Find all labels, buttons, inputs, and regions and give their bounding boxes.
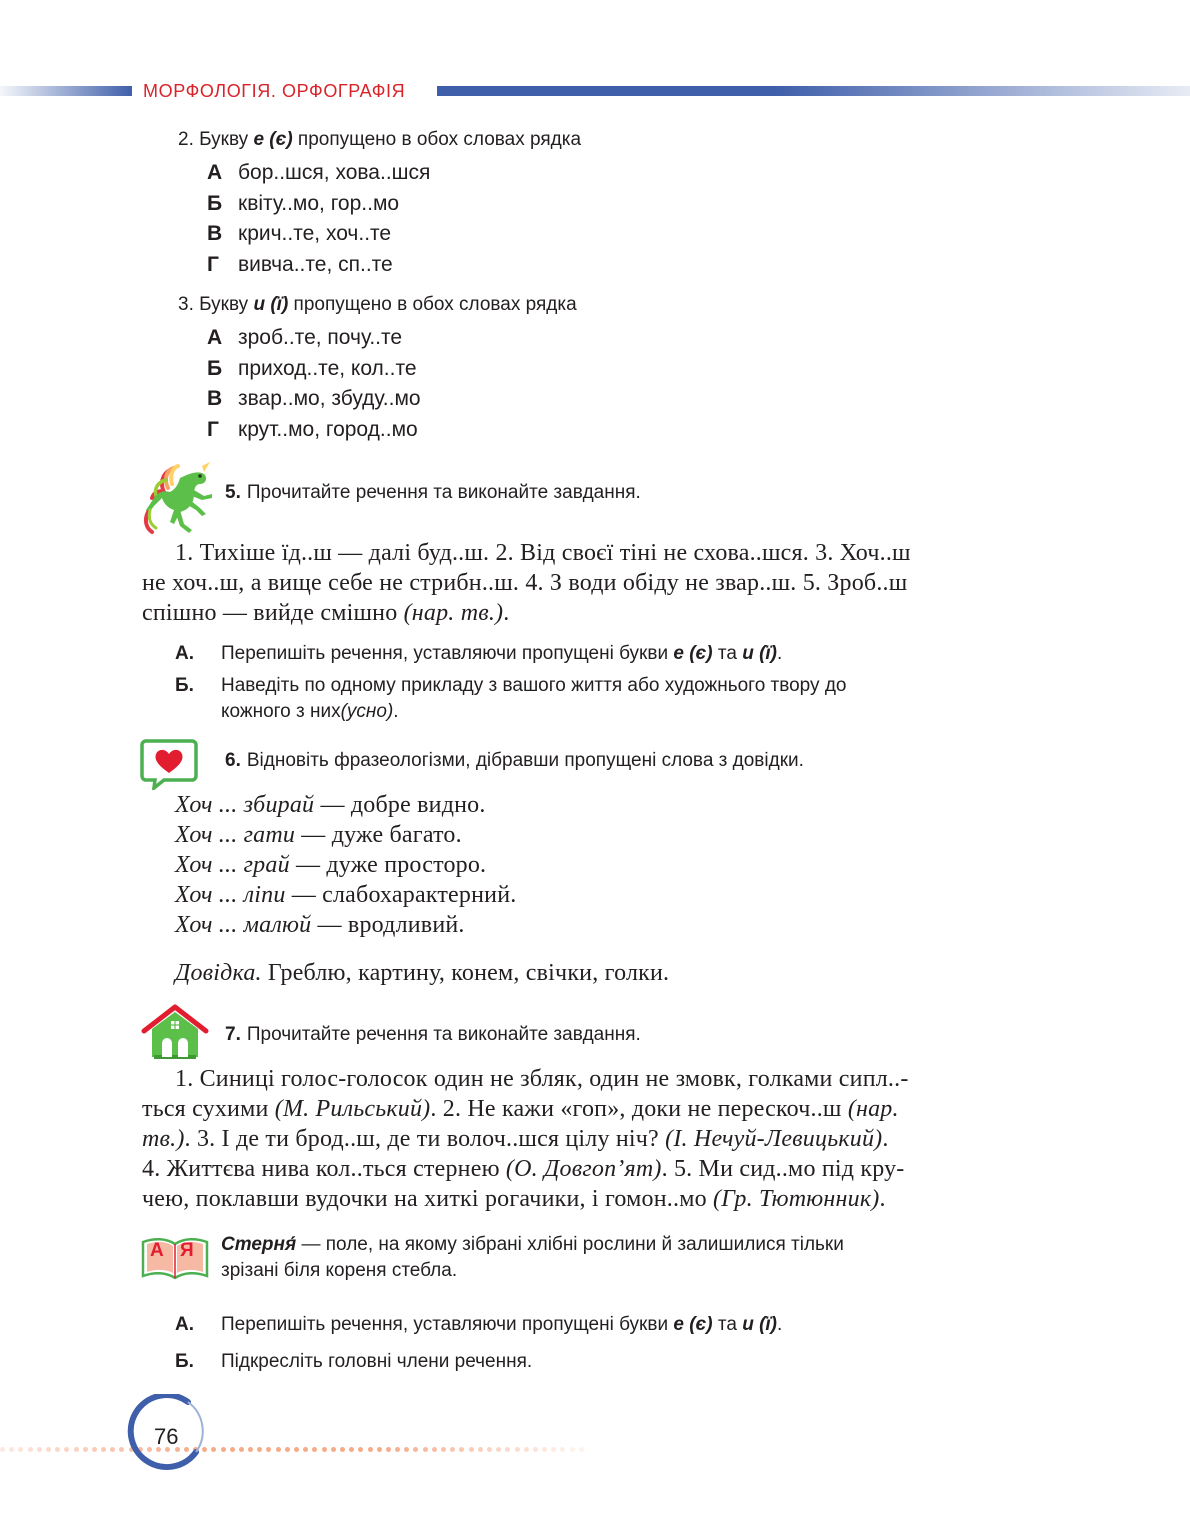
house-icon — [140, 1003, 210, 1061]
footer-dot — [395, 1447, 400, 1452]
footer-dot — [404, 1447, 409, 1452]
footer-dot — [110, 1447, 115, 1452]
footer-dot — [413, 1447, 418, 1452]
header-bar-right — [437, 86, 1190, 96]
footer-dot — [0, 1447, 5, 1452]
vocabulary-note-line-1: Стерня́ — поле, на якому зібрані хлібні рослини й залишилися тільки — [221, 1234, 844, 1255]
dictionary-letter-ya: Я — [180, 1240, 194, 1261]
phrase-4: Хоч ... ліпи — слабохарактерний. — [175, 882, 517, 908]
footer-dot — [257, 1447, 262, 1452]
footer-dot — [303, 1447, 308, 1452]
footer-dot — [560, 1447, 565, 1452]
q2-option-v: В крич..те, хоч..те — [207, 222, 392, 245]
footer-dot — [55, 1447, 60, 1452]
footer-dot — [331, 1447, 336, 1452]
phrase-1: Хоч ... збирай — добре видно. — [175, 792, 486, 818]
phrase-5: Хоч ... малюй — вродливий. — [175, 912, 465, 938]
q3-option-a: А зроб..те, почу..те — [207, 326, 403, 349]
task-6-heading: 6. Відновіть фразеологізми, дібравши пропущені слова з довідки. — [225, 750, 804, 771]
footer-dot — [239, 1447, 244, 1452]
footer-dot — [478, 1447, 483, 1452]
q3-option-b: Б приход..те, кол..те — [207, 357, 417, 380]
task-7-line-3: тв.). 3. І де ти брод..ш, де ти волоч..шся цілу ніч? (І. Нечуй-Левицький). — [142, 1126, 889, 1152]
footer-dot — [285, 1447, 290, 1452]
task-5-subtask-a: А. Перепишіть речення, уставляючи пропущені букви е (є) та и (ї). — [175, 643, 783, 664]
task-5-line-3: спішно — вийде смішно (нар. тв.). — [142, 600, 510, 626]
footer-dot — [441, 1447, 446, 1452]
footer-dot — [18, 1447, 23, 1452]
task-7-line-4: 4. Життєва нива кол..ться стернею (О. Довгоп’ят). 5. Ми сид..мо під кру- — [142, 1156, 905, 1182]
phrase-3: Хоч ... грай — дуже просторо. — [175, 852, 487, 878]
page-number: 76 — [154, 1424, 179, 1449]
question-2-title: 2. Букву е (є) пропущено в обох словах рядка — [178, 129, 582, 150]
footer-dot — [533, 1447, 538, 1452]
footer-dots — [0, 1447, 588, 1455]
task-7-line-1: 1. Синиці голос-голосок один не збляк, один не змовк, голками сипл..- — [175, 1066, 909, 1092]
footer-dot — [377, 1447, 382, 1452]
footer-dot — [119, 1447, 124, 1452]
footer-dot — [294, 1447, 299, 1452]
footer-dot — [211, 1447, 216, 1452]
footer-dot — [312, 1447, 317, 1452]
footer-dot — [515, 1447, 520, 1452]
question-3-title: 3. Букву и (ї) пропущено в обох словах рядка — [178, 294, 577, 315]
footer-dot — [542, 1447, 547, 1452]
reference: Довідка. Греблю, картину, конем, свічки, голки. — [175, 960, 670, 986]
vocabulary-note-line-2: зрізані біля кореня стебла. — [221, 1260, 458, 1281]
footer-dot — [487, 1447, 492, 1452]
footer-dot — [570, 1447, 575, 1452]
footer-dot — [276, 1447, 281, 1452]
task-5-line-2: не хоч..ш, а вище себе не стрибн..ш. 4. З води обіду не звар..ш. 5. Зроб..ш — [142, 570, 908, 596]
task-7-heading: 7. Прочитайте речення та виконайте завдання. — [225, 1024, 641, 1045]
footer-dot — [432, 1447, 437, 1452]
task-7-line-2: ться сухими (М. Рильський). 2. Не кажи «гоп», доки не перескоч..ш (нар. — [142, 1096, 899, 1122]
footer-dot — [386, 1447, 391, 1452]
task-5-subtask-b-cont: кожного з них(усно). — [221, 701, 399, 722]
footer-dot — [74, 1447, 79, 1452]
footer-dot — [101, 1447, 106, 1452]
task-5-line-1: 1. Тихіше їд..ш — далі буд..ш. 2. Від своєї тіні не схова..шся. 3. Хоч..ш — [175, 540, 911, 566]
q3-option-g: Г крут..мо, город..мо — [207, 418, 418, 441]
footer-dot — [28, 1447, 33, 1452]
footer-dot — [450, 1447, 455, 1452]
speech-heart-icon — [140, 738, 198, 790]
footer-dot — [551, 1447, 556, 1452]
q2-option-g: Г вивча..те, сп..те — [207, 253, 393, 276]
q3-option-v: В звар..мо, збуду..мо — [207, 387, 421, 410]
footer-dot — [64, 1447, 69, 1452]
footer-dot — [349, 1447, 354, 1452]
dictionary-letter-a: А — [150, 1240, 164, 1261]
section-title: МОРФОЛОГІЯ. ОРФОГРАФІЯ — [143, 81, 406, 101]
task-5-heading: 5. Прочитайте речення та виконайте завдання. — [225, 482, 641, 503]
unicorn-icon — [140, 460, 220, 544]
task-5-subtask-b: Б. Наведіть по одному прикладу з вашого життя або художнього твору до — [175, 675, 847, 696]
phrase-2: Хоч ... гати — дуже багато. — [175, 822, 462, 848]
footer-dot — [505, 1447, 510, 1452]
task-7-subtask-b: Б. Підкресліть головні члени речення. — [175, 1351, 533, 1372]
task-7-line-5: чею, поклавши вудочки на хиткі рогачики, і гомон..мо (Гр. Тютюнник). — [142, 1186, 886, 1212]
footer-dot — [248, 1447, 253, 1452]
footer-dot — [266, 1447, 271, 1452]
footer-dot — [92, 1447, 97, 1452]
footer-dot — [496, 1447, 501, 1452]
q2-option-a: А бор..шся, хова..шся — [207, 161, 431, 184]
footer-dot — [358, 1447, 363, 1452]
footer-dot — [469, 1447, 474, 1452]
q2-option-b: Б квіту..мо, гор..мо — [207, 192, 400, 215]
footer-dot — [368, 1447, 373, 1452]
footer-dot — [221, 1447, 226, 1452]
footer-dot — [83, 1447, 88, 1452]
footer-dot — [230, 1447, 235, 1452]
footer-dot — [459, 1447, 464, 1452]
footer-dot — [9, 1447, 14, 1452]
footer-dot — [340, 1447, 345, 1452]
footer-dot — [423, 1447, 428, 1452]
header-bar-left — [0, 86, 132, 96]
footer-dot — [579, 1447, 584, 1452]
footer-dot — [37, 1447, 42, 1452]
footer-dot — [322, 1447, 327, 1452]
footer-dot — [46, 1447, 51, 1452]
task-7-subtask-a: А. Перепишіть речення, уставляючи пропущені букви е (є) та и (ї). — [175, 1314, 783, 1335]
footer-dot — [524, 1447, 529, 1452]
